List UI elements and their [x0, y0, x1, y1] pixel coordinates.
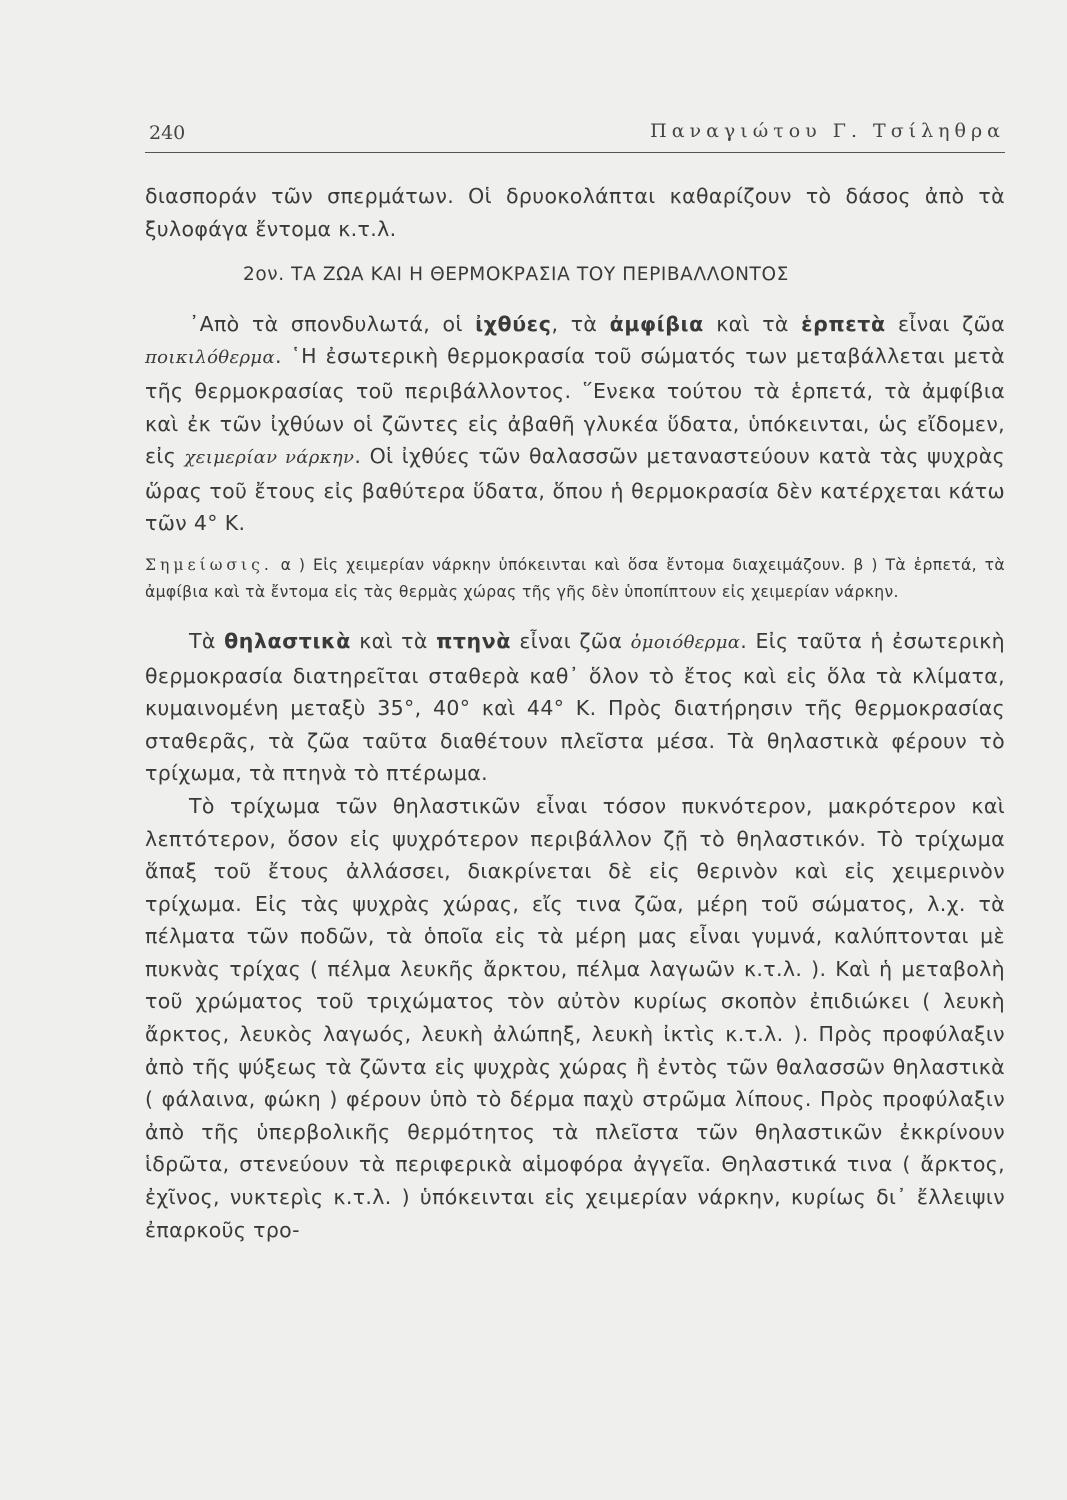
paragraph-cold-blooded	[145, 308, 1005, 540]
text-run: Τὰ	[189, 628, 225, 653]
text-run: . Εἰς ταῦτα ἡ ἐσωτερικὴ θερμοκρασία διατηρεῖται σταθερὰ καθ᾿ ὅλον τὸ ἔτος καὶ εἰς ὅλα τὰ κλίματα, κυμαινομένη μεταξὺ 35°, 40° καὶ 44° Κ. Πρὸς διατήρησιν τῆς θερμοκρασίας σταθερᾶς, τὰ ζῶα ταῦτα διαθέτουν πλεῖστα μέσα. Τὰ θηλαστικὰ φέρουν τὸ τρίχωμα, τὰ πτηνὰ τὸ πτέρωμα.	[145, 628, 1005, 786]
section-title: 2ον. ΤΑ ΖΩΑ ΚΑΙ Η ΘΕΡΜΟΚΡΑΣΙΑ ΤΟΥ ΠΕΡΙΒΑΛΛΟΝΤΟΣ	[243, 264, 789, 286]
bold-term-reptiles: ἑρπετὰ	[801, 311, 886, 336]
note-text: α ) Εἰς χειμερίαν νάρκην ὑπόκεινται καὶ ὅσα ἔντομα διαχειμάζουν. β ) Τὰ ἑρπετά, τὰ ἀμφίβια καὶ τὰ ἔντομα εἰς τὰς θερμὰς χώρας τῆς γῆς δὲν ὑποπίπτουν εἰς χειμερίαν νάρκην.	[145, 555, 1005, 602]
text-run: εἶναι ζῶα	[511, 628, 631, 653]
italic-term-hibernation: χειμερίαν νάρκην	[184, 447, 355, 469]
book-page	[145, 118, 1005, 1242]
text-run: καὶ τὰ	[350, 628, 437, 653]
header-rule	[145, 152, 1005, 153]
text-run: εἶναι ζῶα	[885, 311, 1005, 336]
running-head-author: Παναγιώτου Γ. Τσίληθρα	[650, 120, 1005, 142]
bold-term-amphibians: ἀμφίβια	[609, 311, 704, 336]
note-block	[145, 552, 1005, 607]
paragraph-fur: Τὸ τρίχωμα τῶν θηλαστικῶν εἶναι τόσον πυκνότερον, μακρότερον καὶ λεπτότερον, ὅσον εἰς ψυχρότερον περιβάλλον ζῇ τὸ θηλαστικόν. Τὸ τρίχωμα ἅπαξ τοῦ ἔτους ἀλλάσσει, διακρίνεται δὲ εἰς θερινὸν καὶ εἰς χειμερινὸν τρίχωμα. Εἰς τὰς ψυχρὰς χώρας, εἴς τινα ζῶα, μέρη τοῦ σώματος, λ.χ. τὰ πέλματα τῶν ποδῶν, τὰ ὁποῖα εἰς τὰ μέρη μας εἶναι γυμνά, καλύπτονται μὲ πυκνὰς τρίχας ( πέλμα λευκῆς ἄρκτου, πέλμα λαγωῶν κ.τ.λ. ). Καὶ ἡ μεταβολὴ τοῦ χρώματος τοῦ τριχώματος τὸν αὐτὸν κυρίως σκοπὸν ἐπιδιώκει ( λευκὴ ἄρκτος, λευκὸς λαγωός, λευκὴ ἀλώπηξ, λευκὴ ἰκτὶς κ.τ.λ. ). Πρὸς προφύλαξιν ἀπὸ τῆς ψύξεως τὰ ζῶντα εἰς ψυχρὰς χώρας ἢ ἐντὸς τῶν θαλασσῶν θηλαστικὰ ( φάλαινα, φώκη ) φέρουν ὑπὸ τὸ δέρμα παχὺ στρῶμα λίπους. Πρὸς προφύλαξιν ἀπὸ τῆς ὑπερβολικῆς θερμότητος τὰ πλεῖστα τῶν θηλαστικῶν ἐκκρίνουν ἱδρῶτα, στενεύουν τὰ περιφερικὰ αἱμοφόρα ἀγγεῖα. Θηλαστικά τινα ( ἄρκτος, ἐχῖνος, νυκτερὶς κ.τ.λ. ) ὑπόκεινται εἰς χειμερίαν νάρκην, κυρίως δι᾿ ἔλλειψιν ἐπαρκοῦς τρο-	[145, 793, 1005, 1242]
text-run: καὶ τὰ	[703, 311, 802, 336]
bold-term-fish: ἰχθύες	[475, 311, 552, 336]
paragraph-continuation: διασποράν τῶν σπερμάτων. Οἱ δρυοκολάπται καθαρίζουν τὸ δάσος ἀπὸ τὰ ξυλοφάγα ἔντομα κ.τ.λ.	[145, 184, 1005, 241]
text-run: , τὰ	[551, 311, 610, 336]
bold-term-mammals: θηλαστικὰ	[224, 628, 351, 653]
running-head	[145, 118, 1005, 148]
body-text	[145, 180, 1005, 1246]
text-run: . ῾Η ἐσωτερικὴ θερμοκρασία τοῦ σώματός των μεταβάλλεται μετὰ τῆς θερμοκρασίας τοῦ περιβάλλοντος. ῞Ενεκα τούτου τὰ ἑρπετά, τὰ ἀμφίβια καὶ ἐκ τῶν ἰχθύων οἱ ζῶντες εἰς ἀβαθῆ γλυκέα ὕδατα, ὑπόκεινται, ὡς εἴδομεν, εἰς	[145, 344, 1005, 469]
text-run: . Οἱ ἰχθύες τῶν θαλασσῶν μεταναστεύουν κατὰ τὰς ψυχρὰς ὥρας τοῦ ἔτους εἰς βαθύτερα ὕδατα, ὅπου ἡ θερμοκρασία δὲν κατέρχεται κάτω τῶν 4° Κ.	[145, 444, 1005, 536]
italic-term-poikilothermic: ποικιλόθερμα	[145, 347, 275, 369]
bold-term-birds: πτηνὰ	[436, 628, 512, 653]
paragraph-warm-blooded	[145, 625, 1005, 790]
page-number: 240	[149, 122, 186, 144]
text-run: ᾿Απὸ τὰ σπονδυλωτά, οἱ	[189, 311, 476, 336]
note-label: Σημείωσις.	[145, 555, 273, 574]
italic-term-homeothermic: ὁμοιόθερμα	[630, 631, 741, 653]
